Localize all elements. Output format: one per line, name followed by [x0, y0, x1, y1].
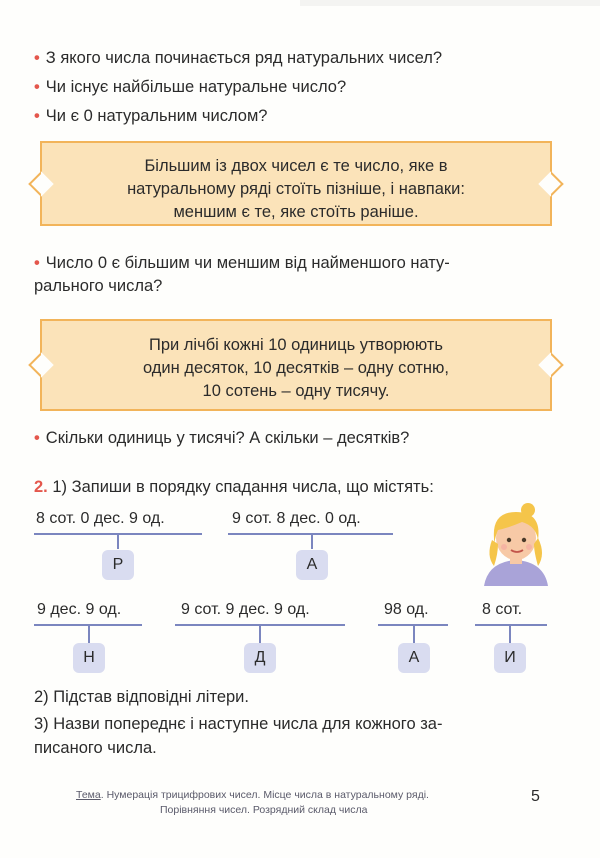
bullet-icon: •	[34, 429, 40, 447]
task-2-part-2: 2) Підстав відповідні літери.	[34, 688, 249, 706]
connector-line	[259, 624, 261, 644]
question-1: • З якого числа починається ряд натуральних чисел?	[34, 49, 443, 67]
letter-box: И	[494, 643, 526, 673]
question-5: • Скільки одиниць у тисячі? А скільки – десятків?	[34, 429, 410, 447]
rule-box-order: Більшим із двох чисел є те число, яке в натуральному ряді стоїть пізніше, і навпаки: меншим є те, яке стоїть раніше.	[40, 141, 552, 226]
number-label: 8 сот.	[482, 601, 523, 618]
connector-line	[117, 533, 119, 549]
connector-line	[311, 533, 313, 549]
bullet-icon: •	[34, 49, 40, 67]
bullet-icon: •	[34, 254, 40, 272]
letter-box: Д	[244, 643, 276, 673]
number-label: 98 од.	[384, 601, 429, 618]
letter-box: А	[296, 550, 328, 580]
letter-box: Р	[102, 550, 134, 580]
task-2-part-3-continuation: писаного числа.	[34, 739, 157, 757]
task-2-heading: 2. 1) Запиши в порядку спадання числа, що містять:	[34, 478, 434, 496]
connector-line	[509, 624, 511, 644]
connector-line	[88, 624, 90, 644]
footer-subtopic: Порівняння чисел. Розрядний склад числа	[160, 804, 368, 816]
page-number: 5	[531, 788, 540, 805]
number-underline	[475, 624, 547, 626]
letter-box: А	[398, 643, 430, 673]
question-4: • Число 0 є більшим чи меншим від найменшого нату-	[34, 254, 450, 272]
girl-illustration	[478, 500, 554, 586]
number-label: 8 сот. 0 дес. 9 од.	[36, 510, 165, 527]
question-4-continuation: рального числа?	[34, 277, 163, 295]
connector-line	[413, 624, 415, 644]
question-2: • Чи існує найбільше натуральне число?	[34, 78, 347, 96]
top-margin-strip	[300, 0, 600, 6]
question-3: • Чи є 0 натуральним числом?	[34, 107, 268, 125]
rule-box-counting: При лічбі кожні 10 одиниць утворюють один десяток, 10 десятків – одну сотню, 10 сотень – одну тисячу.	[40, 319, 552, 411]
task-2-part-3: 3) Назви попереднє і наступне числа для кожного за-	[34, 715, 443, 733]
number-label: 9 сот. 8 дес. 0 од.	[232, 510, 361, 527]
bullet-icon: •	[34, 78, 40, 96]
number-label: 9 сот. 9 дес. 9 од.	[181, 601, 310, 618]
bullet-icon: •	[34, 107, 40, 125]
footer-topic: Тема. Нумерація трицифрових чисел. Місце числа в натуральному ряді.	[76, 789, 429, 801]
number-label: 9 дес. 9 од.	[37, 601, 122, 618]
letter-box: Н	[73, 643, 105, 673]
